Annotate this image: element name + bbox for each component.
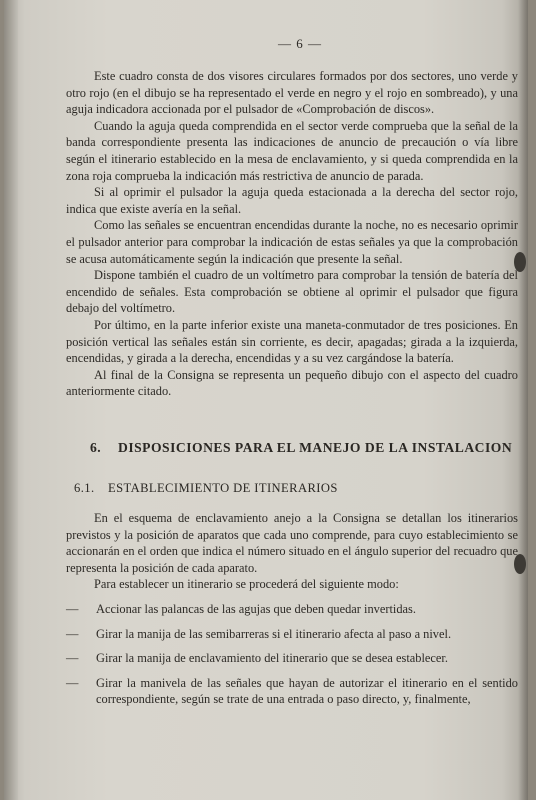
paragraph: Para establecer un itinerario se procederá del siguiente modo:: [94, 577, 399, 592]
body-text-top: [66, 68, 518, 400]
section-title: DISPOSICIONES PARA EL MANEJO DE LA INSTALACION: [118, 440, 513, 455]
paragraph: Este cuadro consta de dos visores circulares formados por dos sectores, uno verde y otro rojo (en el dibujo se ha representado el verde en negro y el rojo en sombreado), y una aguja indicadora accionada por el pulsador de «Comprobación de discos».: [66, 69, 518, 117]
list-dash: —: [66, 675, 79, 690]
paragraph: Al final de la Consigna se representa un pequeño dibujo con el aspecto del cuadro anteriormente citado.: [66, 367, 518, 399]
list-item-text: Girar la manivela de las señales que hayan de autorizar el itinerario en el sentido correspondiente, según se trate de una entrada o paso directo, y, finalmente,: [96, 675, 518, 707]
paragraph: Como las señales se encuentran encendidas durante la noche, no es necesario oprimir el pulsador anterior para comprobar la indicación de estas señales ya que la comprobación se acusa automáticamente según la indicación que presente la señal.: [66, 218, 518, 266]
list-item: [66, 626, 518, 643]
section-heading: [90, 440, 528, 456]
list-dash: —: [66, 626, 79, 641]
paragraph: En el esquema de enclavamiento anejo a la Consigna se detallan los itinerarios previstos y la posición de aparatos que cada uno comprende, para cuyo establecimiento se accionarán en el orden que indica el número situado en el ángulo superior del recuadro que representa la posición de cada aparato.: [66, 511, 518, 575]
list-item: [66, 601, 518, 618]
list-item: [66, 675, 518, 708]
page-binding: [4, 0, 18, 800]
list-dash: —: [66, 651, 79, 666]
subsection-heading: [74, 481, 514, 496]
list-dash: —: [66, 601, 79, 616]
subsection-number: 6.1.: [74, 481, 95, 495]
list-item-text: Girar la manija de enclavamiento del itinerario que se desea establecer.: [96, 651, 448, 666]
paragraph: Por último, en la parte inferior existe una maneta-conmutador de tres posiciones. En posición vertical las señales están sin corriente, es decir, apagadas; girada a la izquierda, encendidas, y girada a la derecha, encendidas y a su vez cargándose la batería.: [66, 317, 518, 366]
document-page: [4, 0, 528, 800]
body-text-bottom: [66, 510, 518, 708]
list-item-text: Accionar las palancas de las agujas que deben quedar invertidas.: [96, 601, 416, 616]
list-item: [66, 650, 518, 667]
paragraph: Si al oprimir el pulsador la aguja queda estacionada a la derecha del sector rojo, indica que existe avería en la señal.: [66, 185, 518, 216]
section-number: 6.: [90, 440, 102, 455]
page-number: — 6 —: [278, 36, 322, 51]
paragraph: Cuando la aguja queda comprendida en el sector verde comprueba que la señal de la banda correspondiente presenta las indicaciones de anuncio de precaución o vía libre según el itinerario establecido en la mesa de enclavamiento, y si queda comprendida en la zona roja comprueba la indicación más restrictiva de anuncio de parada.: [66, 118, 518, 183]
paragraph: Dispone también el cuadro de un voltímetro para comprobar la tensión de batería del encendido de señales. Esta comprobación se obtiene al oprimir el pulsador que figura debajo del voltímetro.: [66, 268, 518, 316]
page-edge-shadow: [518, 0, 528, 800]
list-item-text: Girar la manija de las semibarreras si el itinerario afecta al paso a nivel.: [96, 626, 452, 641]
subsection-title: ESTABLECIMIENTO DE ITINERARIOS: [108, 481, 338, 495]
